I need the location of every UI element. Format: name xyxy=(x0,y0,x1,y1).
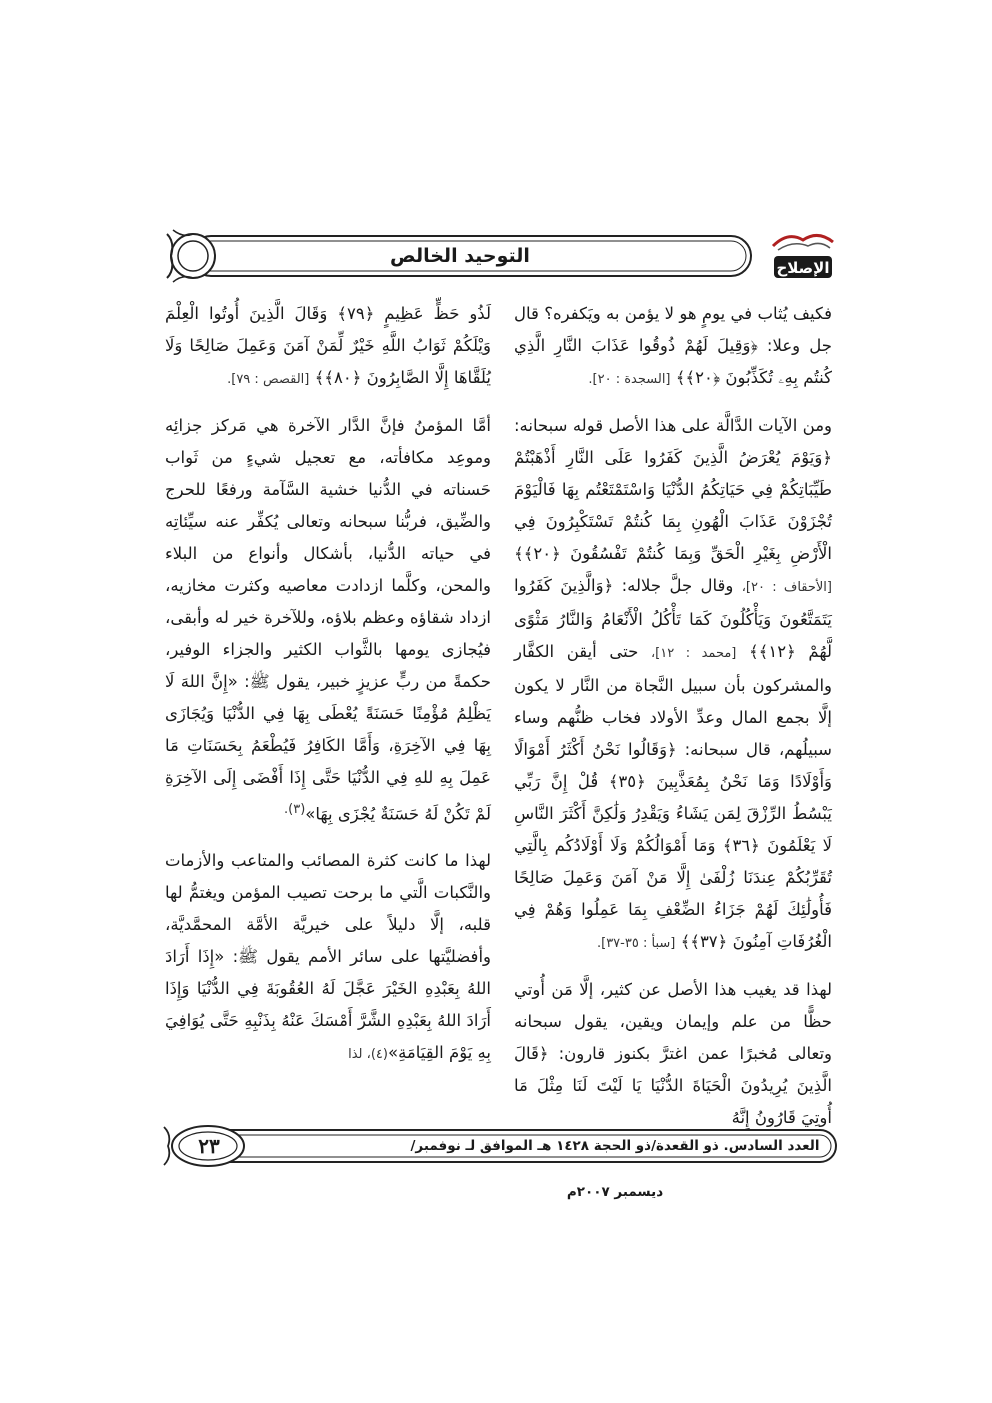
quran-reference: [سبأ : ٣٥-٣٧]. xyxy=(596,936,676,951)
paragraph-text: أمَّا المؤمنُ فإنَّ الدَّار الآخرة هي مَركز جزائِه وموعِد مكافأته، مع تعجيل شيءٍ من ثَواب حَسناته في الدُّنيا خشية السَّآمة ورفعًا للحرج والضِّيق، فربُّنا سبحانه وتعالى يُكفِّر عنه سيِّئاتِه في حياته الدُّنيا، بأشكال وأنواع من البلاء والمحن، وكلَّما ازدادت معاصيه وكثرت مخازيه، ازداد شقاؤه وعظم بلاؤه، وللآخرة خير له وأبقى، فيُجازى يومها بالثَّواب الكثير والجزاء الوفير، حكمةً من ربٍّ عزيزٍ خبير، يقول ﷺ: «إِنَّ اللهَ لَا يَظْلِمُ مُؤْمِنًا حَسَنَةً يُعْطَى بِهَا فِي الدُّنْيَا وَيُجَازَى بِهَا فِي الآخِرَةِ، وَأَمَّا الكَافِرُ فَيُطْعَمُ بِحَسَنَاتِ مَا عَمِلَ بِهِ للهِ فِي الدُّنْيَا حَتَّى إِذَا أَفْضَى إِلَى الآخِرَةِ لَمْ تَكُنْ لَهُ حَسَنَةٌ يُجْزَى بِهَا» xyxy=(165,416,491,824)
svg-text:الإصلاح: الإصلاح xyxy=(776,259,830,277)
paragraph xyxy=(165,298,491,396)
quran-reference: [الأحقاف : ٢٠]، xyxy=(741,580,832,595)
issue-info: العدد السادس. ذو القعدة/ذو الحجة ١٤٢٨ هـ الموافق لـ نوفمبر/ديسمبر ٢٠٠٧م xyxy=(410,1138,820,1200)
quran-reference: [محمد : ١٢]، xyxy=(650,646,737,661)
paragraph-text: وقال جلَّ جلاله: ﴿وَالَّذِينَ كَفَرُوا يَتَمَتَّعُونَ وَيَأْكُلُونَ كَمَا تَأْكُلُ الْأَنْعَامُ وَالنَّارُ مَثْوًى لَّهُمْ ﴿١٢﴾﴾ xyxy=(514,576,832,661)
page-title: التوحيد الخالص xyxy=(390,245,530,267)
right-column xyxy=(514,298,832,1148)
footnote-marker: (٣). xyxy=(284,802,306,817)
paragraph xyxy=(165,410,491,831)
paragraph xyxy=(514,410,832,960)
magazine-logo xyxy=(768,226,838,286)
footnote-marker: (٤)، لذا xyxy=(348,1046,388,1062)
paragraph-text: لَذُو حَظٍّ عَظِيمٍ ﴿٧٩﴾ وَقَالَ الَّذِينَ أُوتُوا الْعِلْمَ وَيْلَكُمْ ثَوَابُ اللَّهِ خَيْرٌ لِّمَنْ آمَنَ وَعَمِلَ صَالِحًا وَلَا يُلَقَّاهَا إِلَّا الصَّابِرُونَ ﴿٨٠﴾﴾ xyxy=(165,304,491,387)
paragraph-text: لهذا ما كانت كثرة المصائب والمتاعب والأزمات والنَّكبات الَّتي ما برحت تصيب المؤمن ويغتمُّ لها قلبه، إلَّا دليلاً على خيريَّة الأمَّة المحمَّديَّة، وأفضليَّتها على سائر الأمم يقول ﷺ: «إِذَا أَرَادَ اللهُ بِعَبْدِهِ الخَيْرَ عَجَّلَ لَهُ العُقُوبَةَ فِي الدُّنْيَا وَإِذَا أَرَادَ اللهُ بِعَبْدِهِ الشَّرَّ أَمْسَكَ عَنْهُ بِذَنْبِهِ حَتَّى يُوَافِيَ بِهِ يَوْمَ القِيَامَةِ» xyxy=(165,850,491,1062)
left-column xyxy=(165,298,491,1085)
paragraph xyxy=(514,298,832,396)
paragraph-text: لهذا قد يغيب هذا الأصل عن كثير، إلَّا مَن أُوتي حظًّا من علم وإيمان ويقين، يقول سبحانه وتعالى مُخبرًا عمن اغترَّ بكنوز قارون: ﴿قَالَ الَّذِينَ يُرِيدُونَ الْحَيَاةَ الدُّنْيَا يَا لَيْتَ لَنَا مِثْلَ مَا أُوتِيَ قَارُونُ إِنَّهُ xyxy=(514,980,832,1127)
paragraph xyxy=(165,845,491,1071)
footer-banner xyxy=(160,1123,840,1200)
page-number: ٢٣ xyxy=(198,1134,220,1158)
paragraph-text: فكيف يُثاب في يومٍ هو لا يؤمن به ويَكفره؟ قال جل وعلا: ﴿وَقِيلَ لَهُمْ ذُوقُوا عَذَابَ النَّارِ الَّذِي كُنتُم بِهِۦ تُكَذِّبُونَ ﴿٢٠﴾﴾ xyxy=(514,304,832,387)
paragraph xyxy=(514,974,832,1134)
paragraph-text: حتى أيقن الكفَّار والمشركون بأن سبيل النَّجاة من النَّار لا يكون إلَّا بجمع المال وعدِّ الأولاد فخاب ظنُّهم وساء سبيلُهم، قال سبحانه: ﴿وَقَالُوا نَحْنُ أَكْثَرُ أَمْوَالًا وَأَوْلَادًا وَمَا نَحْنُ بِمُعَذَّبِينَ ﴿٣٥﴾ قُلْ إِنَّ رَبِّي يَبْسُطُ الرِّزْقَ لِمَن يَشَاءُ وَيَقْدِرُ وَلَٰكِنَّ أَكْثَرَ النَّاسِ لَا يَعْلَمُونَ ﴿٣٦﴾ وَمَا أَمْوَالُكُمْ وَلَا أَوْلَادُكُم بِالَّتِي تُقَرِّبُكُمْ عِندَنَا زُلْفَىٰ إِلَّا مَنْ آمَنَ وَعَمِلَ صَالِحًا فَأُولَٰئِكَ لَهُمْ جَزَاءُ الضِّعْفِ بِمَا عَمِلُوا وَهُمْ فِي الْغُرُفَاتِ آمِنُونَ ﴿٣٧﴾﴾ xyxy=(514,642,832,951)
quran-reference: [السجدة : ٢٠]. xyxy=(588,372,671,387)
paragraph-text: ومن الآيات الدَّالَّة على هذا الأصل قوله سبحانه: ﴿وَيَوْمَ يُعْرَضُ الَّذِينَ كَفَرُوا عَلَى النَّارِ أَذْهَبْتُمْ طَيِّبَاتِكُمْ فِي حَيَاتِكُمُ الدُّنْيَا وَاسْتَمْتَعْتُم بِهَا فَالْيَوْمَ تُجْزَوْنَ عَذَابَ الْهُونِ بِمَا كُنتُمْ تَسْتَكْبِرُونَ فِي الْأَرْضِ بِغَيْرِ الْحَقِّ وَبِمَا كُنتُمْ تَفْسُقُونَ ﴿٢٠﴾﴾ xyxy=(514,416,832,563)
quran-reference: [القصص : ٧٩]. xyxy=(227,372,310,387)
header-banner xyxy=(165,228,755,284)
